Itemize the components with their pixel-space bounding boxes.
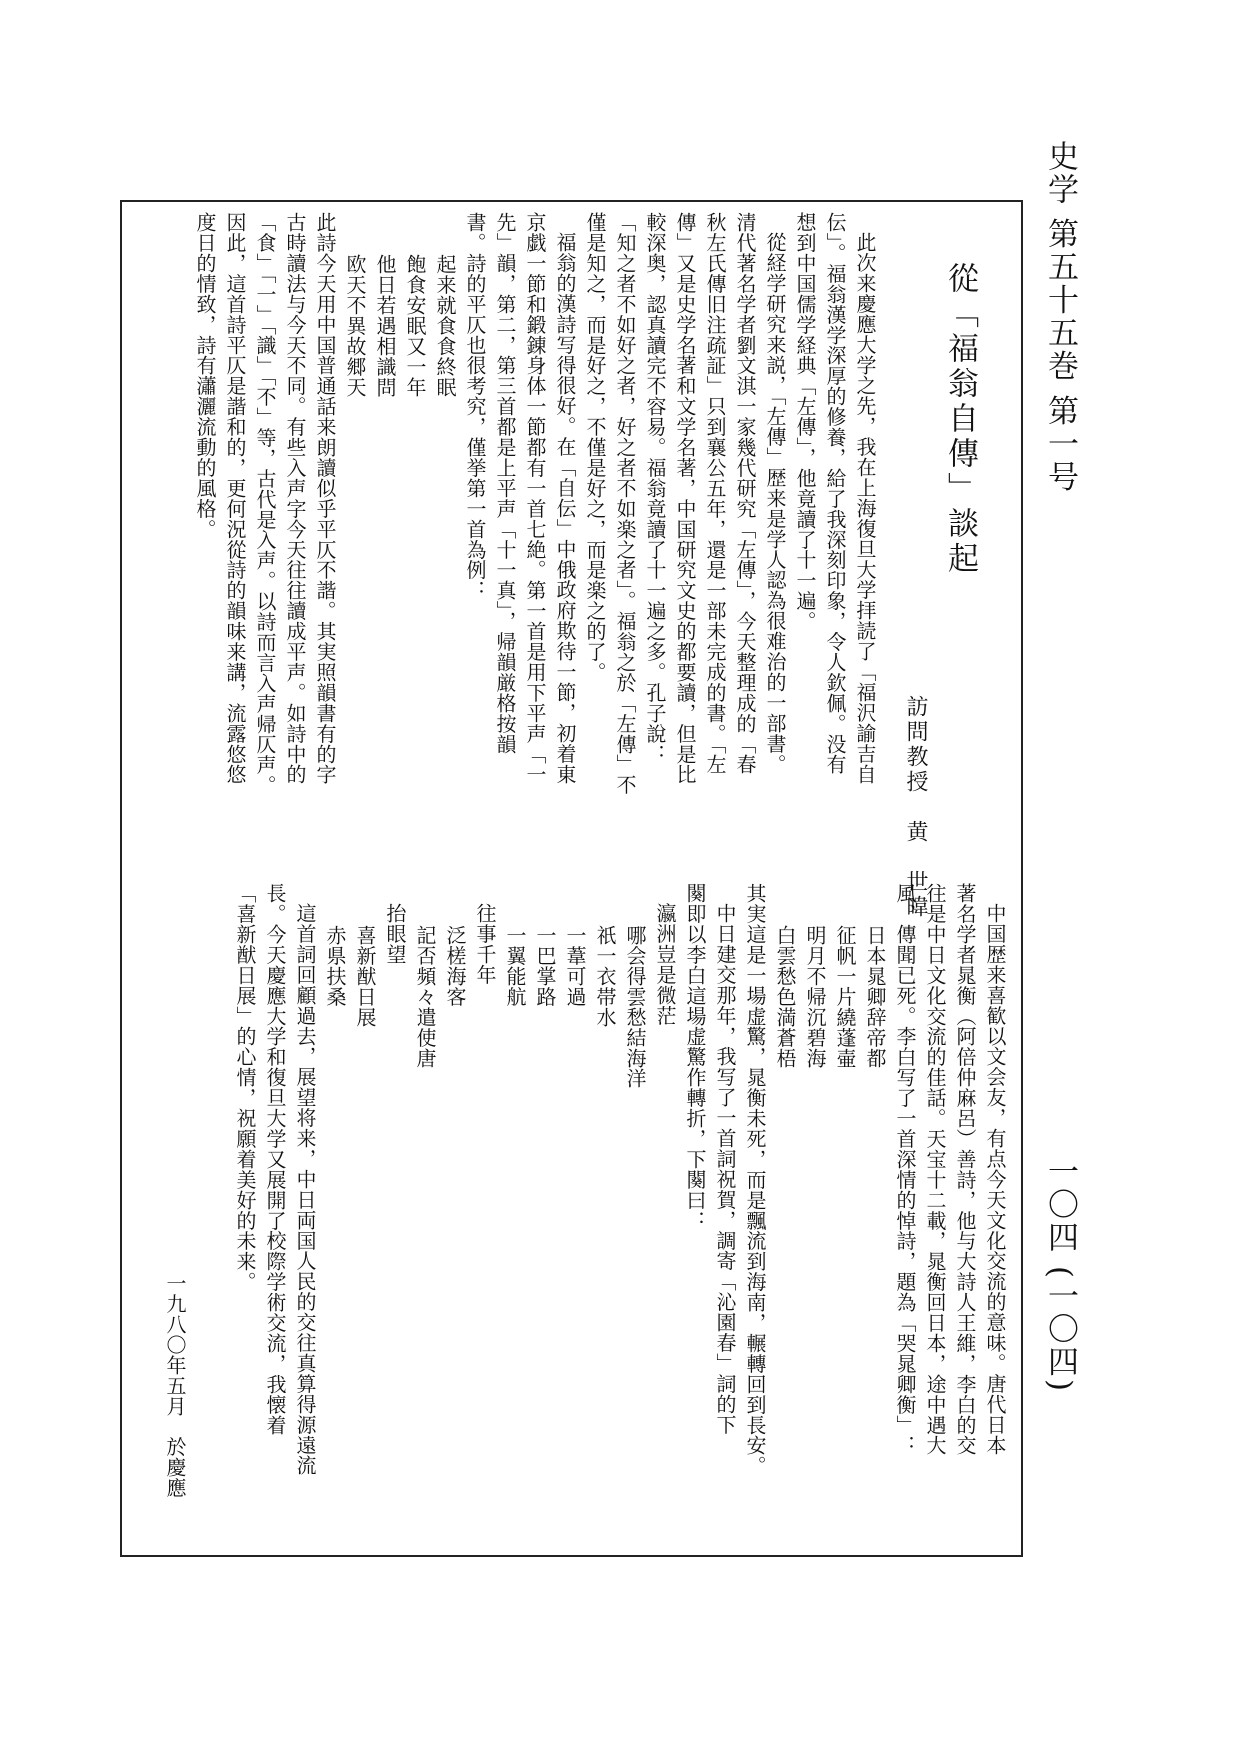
- text-column: 往是中日文化交流的佳話。天宝十二載，晁衡回日本，途中遇大: [923, 883, 947, 1456]
- poem-line: 記否頻々遣使唐: [413, 925, 437, 1069]
- text-column: 秋左氏傳旧注疏証」只到襄公五年，還是一部未完成的書。「左: [703, 212, 727, 775]
- poem-line: 往事千年: [473, 903, 497, 985]
- text-column: 福翁的漢詩写得很好。在「自伝」中俄政府欺待一節，初着東: [553, 232, 577, 785]
- poem-line: 一葦可過: [563, 925, 587, 1007]
- text-column: 此次来慶應大学之先，我在上海復旦大学拝読了「福沢諭吉自: [853, 232, 877, 785]
- article-title: 從「福翁自傳」談起: [942, 262, 978, 577]
- poem-line: 明月不帰沉碧海: [803, 925, 827, 1069]
- text-column: 「喜新猷日展」的心情，祝願着美好的未来。: [233, 883, 257, 1292]
- text-column: 這首詞回顧過去，展望将来，中日両国人民的交往真算得源遠流: [293, 903, 317, 1476]
- date-line: 一九八〇年五月 於慶應: [163, 1273, 187, 1498]
- poem-line: 泛槎海客: [443, 925, 467, 1007]
- text-column: 從経学研究来説，「左傳」歴来是学人認為很难治的一部書。: [763, 232, 787, 775]
- text-column: 書。詩的平仄也很考究，僅挙第一首為例：: [463, 212, 487, 601]
- poem-line: 征帆一片繞蓬壷: [833, 925, 857, 1069]
- text-column: 古時讀法与今天不同。有些入声字今天往往讀成平声。如詩中的: [283, 212, 307, 785]
- poem-line: 哪会得雲愁結海洋: [623, 925, 647, 1089]
- text-column: 長。今天慶應大学和復旦大学又展開了校際学術交流，我懐着: [263, 883, 287, 1436]
- poem-line: 起来就食食終眠: [433, 254, 457, 398]
- text-column: 較深奥，認真讀完不容易。福翁竟讀了十一遍之多。孔子說：: [643, 212, 667, 765]
- text-column: 中国歴来喜歓以文会友，有点今天文化交流的意味。唐代日本: [983, 903, 1007, 1456]
- text-column: 先」韻，第二，第三首都是上平声「十一真」，帰韻厳格按韻: [493, 212, 517, 755]
- poem-line: 祇一衣帯水: [593, 925, 617, 1028]
- poem-line: 欧天不異故郷天: [343, 254, 367, 398]
- poem-line: 赤県扶桑: [323, 925, 347, 1007]
- poem-line: 瀛洲豈是微茫: [653, 903, 677, 1026]
- text-column: 伝」。福翁漢学深厚的修養，給了我深刻印象，令人欽佩。没有: [823, 212, 847, 775]
- text-column: 「食」「一」「識」「不」等，古代是入声。以詩而言入声帰仄声。: [253, 212, 277, 796]
- text-column: 中日建交那年，我写了一首詞祝賀，調寄「沁園春」詞的下: [713, 903, 737, 1435]
- text-column: 僅是知之，而是好之，不僅是好之，而是楽之的了。: [583, 212, 607, 683]
- poem-line: 日本晁卿辞帝都: [863, 925, 887, 1069]
- text-column: 此詩今天用中国普通話来朗讀似乎平仄不諧。其実照韻書有的字: [313, 212, 337, 785]
- text-column: 因此，這首詩平仄是諧和的，更何況從詩的韻味来講，流露悠悠: [223, 212, 247, 785]
- page-number: 一〇四 (一〇四): [1042, 1155, 1078, 1394]
- article-author: 訪問教授 黄 世暐: [903, 695, 928, 920]
- text-column: 京戯一節和鍛錬身体一節都有一首七絶。第一首是用下平声「一: [523, 212, 547, 785]
- text-column: 清代著名学者劉文淇一家幾代研究「左傳」，今天整理成的「春: [733, 212, 757, 775]
- text-column: 著名学者晁衡（阿倍仲麻呂）善詩，他与大詩人王維，李白的交: [953, 883, 977, 1456]
- text-column: 風，傳聞已死。李白写了一首深情的悼詩，題為「哭晁卿衡」：: [893, 883, 917, 1456]
- text-column: 傳」又是史学名著和文学名著，中国研究文史的都要讀，但是比: [673, 212, 697, 785]
- text-column: 「知之者不如好之者，好之者不如楽之者」。福翁之於「左傳」不: [613, 212, 637, 796]
- text-column: 度日的情致，詩有瀟灑流動的風格。: [193, 212, 217, 540]
- poem-line: 一巴掌路: [533, 925, 557, 1007]
- poem-line: 白雲愁色満蒼梧: [773, 925, 797, 1069]
- text-column: 想到中国儒学経典「左傳」，他竟讀了十一遍。: [793, 212, 817, 632]
- poem-line: 他日若遇相識問: [373, 254, 397, 398]
- text-column: 其実這是一場虚驚，晁衡未死，而是飄流到海南，輾轉回到長安。: [743, 883, 767, 1477]
- journal-header: 史学 第五十五巻 第一号: [1042, 140, 1078, 494]
- poem-line: 一翼能航: [503, 925, 527, 1007]
- poem-line: 抬眼望: [383, 903, 407, 965]
- poem-line: 飽食安眠又一年: [403, 254, 427, 398]
- poem-line: 喜新猷日展: [353, 925, 377, 1028]
- text-column: 闋即以李白這場虚驚作轉折，下闋曰：: [683, 883, 707, 1231]
